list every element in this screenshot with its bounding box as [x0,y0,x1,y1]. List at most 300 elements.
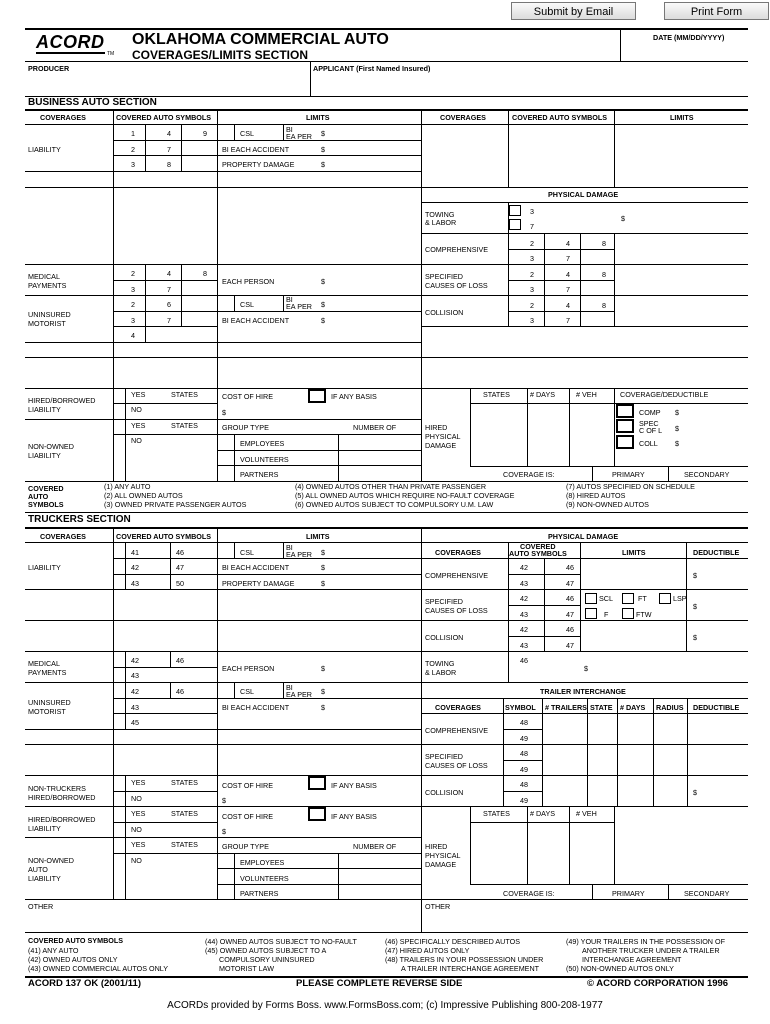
hired-borrowed-label: HIRED/BORROWED [28,793,96,802]
rule [25,806,421,807]
veh-label: # VEH [576,390,597,399]
causes-of-loss-label: CAUSES OF LOSS [425,761,488,770]
rule [25,124,748,125]
rule [145,264,146,295]
medical-label: MEDICAL [28,272,60,281]
symbol-def: (46) SPECIFICALLY DESCRIBED AUTOS [385,937,521,946]
damage-label: DAMAGE [425,441,457,450]
dollar: $ [693,602,697,611]
labor-label: & LABOR [425,218,457,227]
rule [421,698,748,699]
symbol-def: (45) OWNED AUTOS SUBJECT TO A [205,946,327,955]
rule [145,295,146,342]
provided-by: ACORDs provided by Forms Boss. www.FormsBoss.com; (c) Impressive Publishing 800-208-1977 [167,1000,603,1011]
checkbox[interactable] [585,593,597,604]
symbol: 7 [566,254,570,263]
symbol: 48 [520,780,528,789]
auto-symbols-label: AUTO SYMBOLS [509,549,567,558]
symbol: 2 [131,269,135,278]
rule [25,775,421,776]
symbol: 4 [131,331,135,340]
dollar: $ [321,129,325,138]
col-symbols: COVERED AUTO SYMBOLS [116,532,212,541]
symbol-def: INTERCHANGE AGREEMENT [582,955,682,964]
symbol: 7 [167,316,171,325]
causes-of-loss-label: CAUSES OF LOSS [425,606,488,615]
physical-damage-title: PHYSICAL DAMAGE [548,532,619,541]
causes-of-loss-label: CAUSES OF LOSS [425,281,488,290]
rule [25,729,421,730]
symbol: 2 [131,300,135,309]
dollar: $ [693,571,697,580]
rule [113,326,217,327]
comprehensive-label: COMPREHENSIVE [425,726,489,735]
symbol: 46 [520,656,528,665]
rule [25,388,748,389]
hired-borrowed-label: HIRED/BORROWED [28,815,96,824]
symbol-def: (9) NON-OWNED AUTOS [566,500,649,509]
symbol: 4 [566,270,570,279]
symbol: 43 [520,610,528,619]
if-any-basis-checkbox[interactable] [308,389,326,403]
truckers-section-title: TRUCKERS SECTION [28,514,131,525]
rule [113,713,217,714]
veh-label: # VEH [576,809,597,818]
days-label: # DAYS [620,703,646,712]
rule [470,822,614,823]
symbol-def: (6) OWNED AUTOS SUBJECT TO COMPULSORY U.M. LAW [295,500,494,509]
rule [25,512,748,513]
symbol: 50 [176,579,184,588]
rule [113,155,421,156]
if-any-basis-label: IF ANY BASIS [331,812,377,821]
rule [25,342,421,343]
form-id: ACORD 137 OK (2001/11) [28,978,141,989]
rule [470,884,748,885]
csl-label: CSL [240,687,254,696]
checkbox[interactable] [585,608,597,619]
rule [338,434,339,481]
other-label: OTHER [425,902,451,911]
print-form-button[interactable]: Print Form [664,2,769,20]
symbol: 7 [167,145,171,154]
symbol: 8 [167,160,171,169]
liability-label: LIABILITY [28,405,61,414]
states-label: STATES [171,840,198,849]
rule [421,295,748,296]
state-label: STATE [590,703,613,712]
rule [421,264,748,265]
symbol: 49 [520,796,528,805]
rule [217,853,421,854]
rule [470,403,748,404]
submit-by-email-button[interactable]: Submit by Email [511,2,636,20]
bi-label: BI [286,683,293,692]
rule [181,124,182,171]
cost-of-hire-label: COST OF HIRE [222,812,273,821]
towing-label: TOWING [425,210,455,219]
rule [113,574,421,575]
dollar: $ [321,300,325,309]
rule [25,171,421,172]
rule [421,542,748,543]
bi-label: BI [286,543,293,552]
deductible-label: DEDUCTIBLE [693,548,740,557]
comprehensive-label: COMPREHENSIVE [425,245,489,254]
symbols-label: SYMBOLS [28,500,64,509]
non-owned-label: NON-OWNED [28,856,74,865]
rule [217,465,421,466]
rule [217,450,421,451]
symbol: 1 [131,129,135,138]
collision-label: COLLISION [425,308,464,317]
rule [234,853,235,899]
bi-each-accident-label: BI EACH ACCIDENT [222,703,290,712]
rule [580,542,581,651]
rule [569,806,570,884]
rule [283,295,284,311]
symbol: 3 [530,285,534,294]
rule [125,682,126,729]
symbol: 45 [131,718,139,727]
labor-label: & LABOR [425,668,457,677]
rule [113,280,217,281]
rule [25,542,421,543]
no-label: NO [131,436,142,445]
rule [470,388,471,466]
yes-label: YES [131,421,146,430]
number-of-label: NUMBER OF [353,423,397,432]
no-label: NO [131,405,142,414]
col-limits: LIMITS [306,113,330,122]
rule [653,698,654,806]
symbol: 46 [566,594,574,603]
if-any-basis-checkbox[interactable] [308,776,326,790]
rule [668,884,669,899]
rule [170,682,171,698]
symbol: 42 [520,563,528,572]
coverage-is-label: COVERAGE IS: [503,470,555,479]
business-section-title: BUSINESS AUTO SECTION [28,97,157,108]
symbol-def: (1) ANY AUTO [104,482,151,491]
rule [113,853,217,854]
dollar: $ [321,548,325,557]
symbol: 43 [131,579,139,588]
date-label: DATE (MM/DD/YYYY) [653,33,725,42]
symbol-def: A TRAILER INTERCHANGE AGREEMENT [401,964,540,973]
symbol-def: (43) OWNED COMMERCIAL AUTOS ONLY [28,964,169,973]
volunteers-label: VOLUNTEERS [240,874,289,883]
rule [283,124,284,140]
rule [421,713,748,714]
yes-label: YES [131,778,146,787]
non-truckers-label: NON-TRUCKERS [28,784,86,793]
rule [687,698,688,806]
c-of-l-label: C OF L [639,426,663,435]
col-symbols: COVERED AUTO SYMBOLS [512,113,608,122]
csl-label: CSL [240,548,254,557]
rule [508,636,580,637]
dollar: $ [693,788,697,797]
col-limits: LIMITS [306,532,330,541]
rule [234,542,235,558]
dollar: $ [321,687,325,696]
symbol: 2 [530,301,534,310]
symbol: 4 [566,239,570,248]
rule [170,651,171,667]
symbol: 4 [167,129,171,138]
states-label: STATES [171,390,198,399]
symbol: 49 [520,765,528,774]
dollar: $ [222,796,226,805]
checkbox[interactable] [509,219,521,230]
bi-each-accident-label: BI EACH ACCIDENT [222,563,290,572]
rule [470,806,471,884]
rule [421,558,748,559]
physical-label: PHYSICAL [425,851,461,860]
lsp-label: LSP [673,594,687,603]
cost-of-hire-label: COST OF HIRE [222,781,273,790]
bi-label: BI [286,295,293,304]
radius-label: RADIUS [656,703,684,712]
dollar: $ [222,827,226,836]
col-coverages: COVERAGES [440,113,486,122]
symbol-def: (41) ANY AUTO [28,946,79,955]
rule [283,542,284,558]
dollar: $ [675,408,679,417]
symbol: 3 [530,207,534,216]
csl-label: CSL [240,300,254,309]
rule [181,264,182,295]
symbol: 46 [566,625,574,634]
physical-damage-title: PHYSICAL DAMAGE [548,190,619,199]
cost-of-hire-label: COST OF HIRE [222,392,273,401]
checkbox[interactable] [509,205,521,216]
secondary-label: SECONDARY [684,470,730,479]
symbol-def: (44) OWNED AUTOS SUBJECT TO NO-FAULT [205,937,357,946]
comp-checkbox[interactable] [616,404,634,418]
if-any-basis-label: IF ANY BASIS [331,392,377,401]
checkbox[interactable] [622,593,634,604]
rule [113,311,421,312]
covered-label: COVERED [520,542,556,551]
rule [217,434,421,435]
acord-logo: ACORD [36,32,105,52]
liability-label: LIABILITY [28,563,61,572]
rule [25,651,421,652]
rule [25,419,421,420]
primary-label: PRIMARY [612,889,645,898]
rule [614,388,615,466]
rule [25,932,748,933]
symbol: 3 [530,254,534,263]
rule [25,109,748,111]
col-coverages: COVERAGES [435,548,481,557]
rule [421,202,748,203]
dollar: $ [321,277,325,286]
applicant-label: APPLICANT (First Named Insured) [313,64,431,73]
liability-label: LIABILITY [28,451,61,460]
rule [310,61,311,96]
symbol: 8 [602,301,606,310]
symbol: 2 [530,270,534,279]
rule [217,868,421,869]
rule [25,589,421,590]
dollar: $ [584,664,588,673]
volunteers-label: VOLUNTEERS [240,455,289,464]
symbol-def: MOTORIST LAW [219,964,274,973]
symbol: 3 [131,285,135,294]
checkbox[interactable] [622,608,634,619]
auto-label: AUTO [28,865,48,874]
rule [25,744,421,745]
checkbox[interactable] [659,593,671,604]
damage-label: DAMAGE [425,860,457,869]
yes-label: YES [131,390,146,399]
symbol: 7 [167,285,171,294]
payments-label: PAYMENTS [28,281,67,290]
states-label: STATES [171,421,198,430]
liability-label: LIABILITY [28,824,61,833]
rule [234,682,235,698]
rule [527,806,528,884]
rule [113,667,217,668]
dollar: $ [321,703,325,712]
property-damage-label: PROPERTY DAMAGE [222,160,295,169]
rule [145,124,146,171]
symbol-label: SYMBOL [505,703,536,712]
coverage-is-label: COVERAGE IS: [503,889,555,898]
number-of-label: NUMBER OF [353,842,397,851]
rule [421,187,748,188]
rule [421,233,748,234]
symbol: 3 [530,316,534,325]
states-label: STATES [483,390,510,399]
employees-label: EMPLOYEES [240,439,285,448]
rule [421,589,748,590]
symbol: 3 [131,316,135,325]
symbol-def: (2) ALL OWNED AUTOS [104,491,183,500]
towing-label: TOWING [425,659,455,668]
yes-label: YES [131,809,146,818]
symbol: 42 [131,687,139,696]
rule [614,109,615,187]
symbol: 4 [566,301,570,310]
collision-label: COLLISION [425,633,464,642]
yes-label: YES [131,840,146,849]
primary-label: PRIMARY [612,470,645,479]
rule [113,698,421,699]
rule [113,791,217,792]
rule [25,187,421,188]
symbol-def: (42) OWNED AUTOS ONLY [28,955,118,964]
rule [421,527,422,933]
coverage-deductible-label: COVERAGE/DEDUCTIBLE [620,390,709,399]
no-label: NO [131,856,142,865]
ea-per-label: EA PER [286,690,312,699]
symbol: 46 [566,563,574,572]
rule [25,264,421,265]
rule [234,434,235,481]
specified-label: SPECIFIED [425,597,463,606]
col-coverages: COVERAGES [40,113,86,122]
symbol: 7 [530,222,534,231]
states-label: STATES [483,809,510,818]
motorist-label: MOTORIST [28,319,66,328]
rule [508,109,509,187]
medical-label: MEDICAL [28,659,60,668]
dollar: $ [321,160,325,169]
symbol: 3 [131,160,135,169]
covered-auto-symbols-title: COVERED AUTO SYMBOLS [28,936,124,945]
coll-label: COLL [639,439,658,448]
rule [25,682,421,683]
date-field[interactable] [624,43,748,59]
symbol: 2 [131,145,135,154]
days-label: # DAYS [530,809,556,818]
symbol-def: (50) NON-OWNED AUTOS ONLY [566,964,674,973]
liability-label: LIABILITY [28,874,61,883]
physical-label: PHYSICAL [425,432,461,441]
coll-checkbox[interactable] [616,435,634,449]
symbol: 46 [176,687,184,696]
symbol-def: (49) YOUR TRAILERS IN THE POSSESSION OF [566,937,725,946]
ea-per-label: EA PER [286,550,312,559]
symbol: 47 [566,610,574,619]
rule [508,249,614,250]
rule [508,605,580,606]
form-subtitle: COVERAGES/LIMITS SECTION [132,48,309,62]
comprehensive-label: COMPREHENSIVE [425,571,489,580]
rule [25,28,748,30]
symbol: 4 [167,269,171,278]
partners-label: PARTNERS [240,889,279,898]
symbol: 43 [520,641,528,650]
states-label: STATES [171,809,198,818]
covered-label: COVERED [28,484,64,493]
if-any-basis-checkbox[interactable] [308,807,326,821]
dollar: $ [222,408,226,417]
col-coverages: COVERAGES [435,703,481,712]
rule [25,527,748,529]
rule [592,884,593,899]
rule [421,357,748,358]
rule [620,28,621,61]
rule [113,558,421,559]
csl-label: CSL [240,129,254,138]
symbol-def: (8) HIRED AUTOS [566,491,626,500]
rule [508,574,580,575]
rule [617,698,618,806]
spec-label: SPEC [639,419,659,428]
rule [113,822,217,823]
symbol-def: (48) TRAILERS IN YOUR POSSESSION UNDER [385,955,544,964]
dollar: $ [321,145,325,154]
ea-per-label: EA PER [286,302,312,311]
rule [421,651,748,652]
rule [283,682,284,698]
symbol: 8 [203,269,207,278]
col-coverages: COVERAGES [40,532,86,541]
col-symbols: COVERED AUTO SYMBOLS [116,113,212,122]
rule [25,837,421,838]
ftw-label: FTW [636,610,652,619]
spec-checkbox[interactable] [616,419,634,433]
symbol: 41 [131,548,139,557]
non-owned-label: NON-OWNED [28,442,74,451]
rule [503,729,542,730]
rule [234,295,235,311]
